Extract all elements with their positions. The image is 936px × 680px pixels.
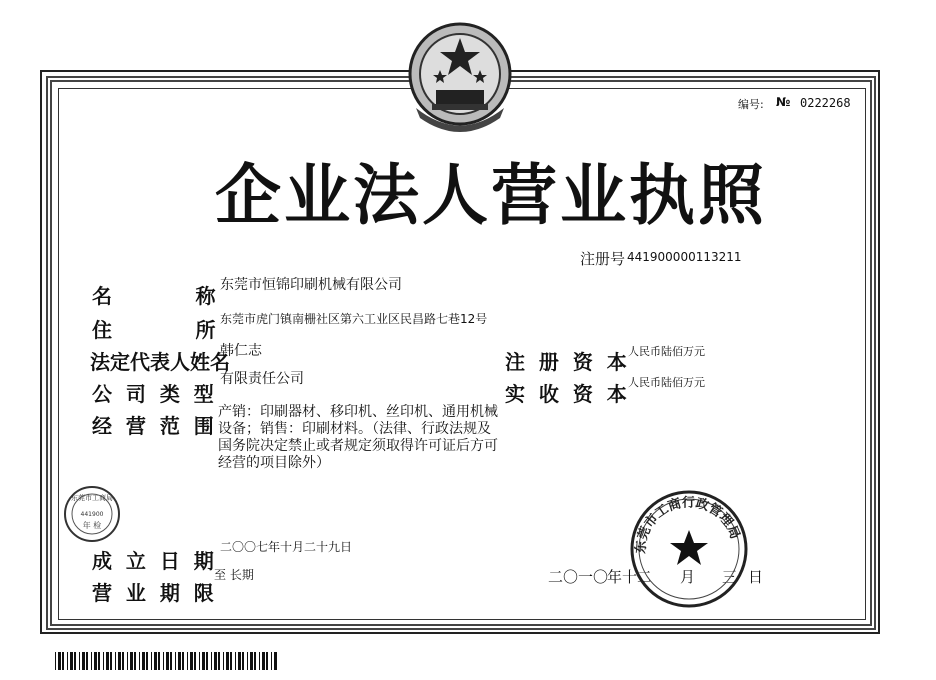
registered-capital: 人民币陆佰万元 <box>628 345 705 358</box>
issue-month: 十二 <box>622 568 653 586</box>
barcode-bar <box>194 652 196 670</box>
business-term: 至 长期 <box>214 568 254 582</box>
established-label: 成 立 日 期 <box>92 549 214 573</box>
stamp-left-middle: 年 检 <box>82 521 102 530</box>
barcode-bar <box>103 652 104 670</box>
company-type-label: 公 司 类 型 <box>92 382 214 406</box>
paid-capital-label: 实 收 资 本 <box>505 382 627 406</box>
registered-capital-label: 注 册 资 本 <box>505 350 627 374</box>
barcode-bar <box>134 652 136 670</box>
barcode-bar <box>55 652 56 670</box>
barcode-bar <box>115 652 116 670</box>
barcode-bar <box>62 652 64 670</box>
national-emblem-icon <box>396 18 524 138</box>
barcode-bar <box>122 652 124 670</box>
barcode-bar <box>262 652 265 670</box>
barcode-bar <box>142 652 145 670</box>
serial-number: 0222268 <box>800 96 851 110</box>
company-type: 有限责任公司 <box>220 371 304 387</box>
barcode-bar <box>151 652 152 670</box>
barcode <box>55 652 280 670</box>
certificate-title: 企业法人营业执照 <box>215 157 767 234</box>
legal-rep-label: 法定代表人姓名 <box>90 350 230 374</box>
barcode-bar <box>163 652 164 670</box>
issue-day-char: 日 <box>748 568 764 586</box>
barcode-bar <box>106 652 109 670</box>
company-name: 东莞市恒锦印刷机械有限公司 <box>220 277 402 293</box>
issue-month-char: 月 <box>680 568 696 586</box>
barcode-bar <box>259 652 260 670</box>
barcode-bar <box>266 652 268 670</box>
stamp-left-code: 441900 <box>80 511 104 518</box>
barcode-bar <box>98 652 100 670</box>
barcode-bar <box>58 652 61 670</box>
barcode-bar <box>166 652 169 670</box>
barcode-bar <box>178 652 181 670</box>
barcode-bar <box>226 652 229 670</box>
barcode-bar <box>67 652 68 670</box>
barcode-bar <box>211 652 212 670</box>
established-date: 二〇〇七年十月二十九日 <box>220 540 353 554</box>
serial-label: 编号: <box>738 98 764 111</box>
barcode-bar <box>250 652 253 670</box>
barcode-bar <box>202 652 205 670</box>
barcode-bar <box>206 652 208 670</box>
paid-capital: 人民币陆佰万元 <box>628 376 705 389</box>
name-label: 名 称 <box>92 284 216 308</box>
barcode-bar <box>139 652 140 670</box>
barcode-bar <box>235 652 236 670</box>
barcode-bar <box>154 652 157 670</box>
registration-number: 441900000113211 <box>627 250 742 264</box>
barcode-bar <box>182 652 184 670</box>
address-label: 住 所 <box>92 318 216 342</box>
scope-label: 经 营 范 围 <box>92 414 214 438</box>
company-address: 东莞市虎门镇南栅社区第六工业区民昌路七巷12号 <box>220 312 488 326</box>
issue-year-char: 年 <box>607 568 623 586</box>
official-seal-stamp <box>628 488 750 610</box>
barcode-bar <box>242 652 244 670</box>
barcode-bar <box>118 652 121 670</box>
barcode-bar <box>94 652 97 670</box>
barcode-bar <box>130 652 133 670</box>
barcode-bar <box>158 652 160 670</box>
barcode-bar <box>79 652 80 670</box>
barcode-bar <box>175 652 176 670</box>
barcode-bar <box>274 652 277 670</box>
annual-inspection-stamp <box>62 484 122 544</box>
barcode-bar <box>170 652 172 670</box>
barcode-bar <box>70 652 73 670</box>
barcode-bar <box>190 652 193 670</box>
barcode-bar <box>146 652 148 670</box>
barcode-bar <box>86 652 88 670</box>
barcode-bar <box>199 652 200 670</box>
barcode-bar <box>91 652 92 670</box>
barcode-bar <box>74 652 76 670</box>
barcode-bar <box>247 652 248 670</box>
issue-year: 二〇一〇 <box>548 568 609 586</box>
barcode-bar <box>214 652 217 670</box>
barcode-bar <box>127 652 128 670</box>
barcode-bar <box>230 652 232 670</box>
issue-day: 三 <box>722 568 738 586</box>
barcode-bar <box>187 652 188 670</box>
barcode-bar <box>271 652 272 670</box>
barcode-bar <box>223 652 224 670</box>
registration-label: 注册号 <box>580 250 626 268</box>
barcode-bar <box>254 652 256 670</box>
barcode-bar <box>110 652 112 670</box>
seal-text: 东莞市工商行政管理局 <box>633 495 743 555</box>
barcode-bar <box>82 652 85 670</box>
serial-number-mark: № <box>776 95 791 109</box>
barcode-bar <box>218 652 220 670</box>
term-label: 营 业 期 限 <box>92 581 214 605</box>
stamp-left-top: 东莞市工商局 <box>71 494 113 502</box>
barcode-bar <box>238 652 241 670</box>
legal-rep-name: 韩仁志 <box>220 343 262 359</box>
business-scope: 产销：印刷器材、移印机、丝印机、通用机械设备；销售：印刷材料。（法律、行政法规及国务院决定禁止或者规定须取得许可证后方可经营的项目除外） <box>218 404 498 471</box>
